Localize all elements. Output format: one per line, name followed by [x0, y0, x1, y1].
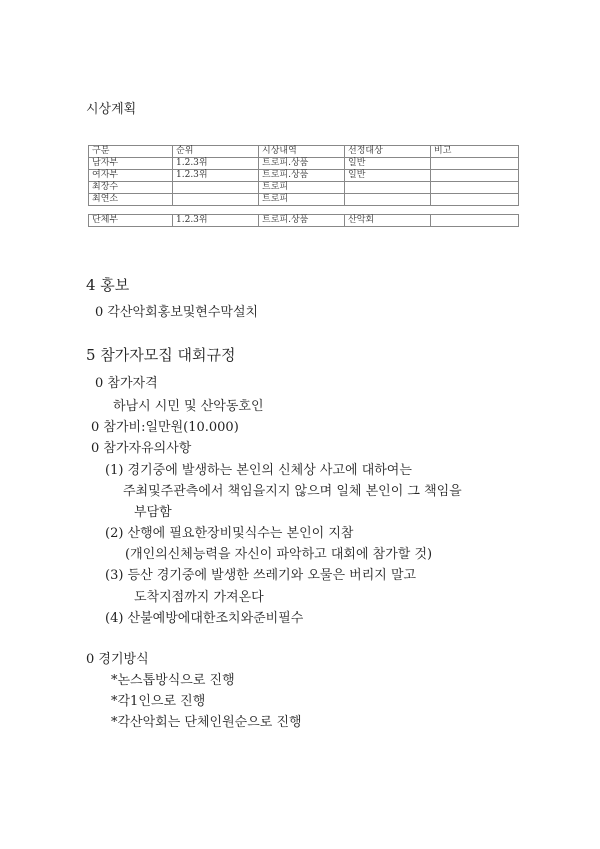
table-cell: 1.2.3위: [173, 158, 259, 170]
table-row: [89, 182, 519, 194]
table-row: [89, 215, 519, 227]
table-cell: 여자부: [89, 170, 173, 182]
table-cell: 최연소: [89, 194, 173, 206]
method-item: *논스톱방식으로 진행: [111, 673, 235, 688]
table-cell: 남자부: [89, 158, 173, 170]
section-heading-rules: 5 참가자모집 대회규정: [86, 346, 236, 364]
table-row: [89, 158, 519, 170]
rule-line: 0 참가자격: [95, 376, 158, 391]
table-cell: 1.2.3위: [173, 170, 259, 182]
table-row: [89, 170, 519, 182]
rule-line: 도착지점까지 가져온다: [134, 590, 264, 605]
table-cell: 트로피.상품: [259, 215, 345, 227]
section-heading-method: 0 경기방식: [86, 652, 149, 667]
table-cell: [431, 170, 519, 182]
table-cell: 일반: [345, 170, 431, 182]
table-cell: 1.2.3위: [173, 215, 259, 227]
table-header-cell: 순위: [173, 146, 259, 158]
table-header-row: [89, 146, 519, 158]
table-header-cell: 비고: [431, 146, 519, 158]
section-heading-promotion: 4 홍보: [86, 276, 130, 294]
table-cell: 단체부: [89, 215, 173, 227]
rule-line: 0 참가자유의사항: [91, 441, 192, 456]
rule-line: 하남시 시민 및 산악동호인: [113, 399, 264, 414]
table-cell: 산악회: [345, 215, 431, 227]
table-cell: [345, 194, 431, 206]
rule-line: (1) 경기중에 발생하는 본인의 신체상 사고에 대하여는: [105, 463, 412, 478]
table-cell: [173, 182, 259, 194]
page-title: 시상계획: [86, 102, 137, 117]
rule-line: 0 참가비:일만원(10.000): [91, 420, 239, 435]
table-cell: [173, 194, 259, 206]
method-item: *각산악회는 단체인원순으로 진행: [111, 715, 302, 730]
table-cell: [345, 182, 431, 194]
table-row: [89, 194, 519, 206]
table-cell: 트로피.상품: [259, 158, 345, 170]
table-cell: [431, 158, 519, 170]
table-header-cell: 선정대상: [345, 146, 431, 158]
rule-line: (개인의신체능력을 자신이 파악하고 대회에 참가할 것): [125, 547, 433, 562]
rule-line: (3) 등산 경기중에 발생한 쓰레기와 오물은 버리지 말고: [105, 568, 417, 583]
table-header-cell: 구분: [89, 146, 173, 158]
table-cell: 트로피: [259, 194, 345, 206]
table-cell: 트로피.상품: [259, 170, 345, 182]
group-table: [88, 214, 519, 227]
table-cell: 트로피: [259, 182, 345, 194]
method-item: *각1인으로 진행: [111, 694, 206, 709]
table-cell: 최장수: [89, 182, 173, 194]
rule-line: 부담함: [134, 505, 172, 520]
table-cell: [431, 182, 519, 194]
promotion-item: 0 각산악회홍보및현수막설치: [95, 305, 259, 320]
table-cell: 일반: [345, 158, 431, 170]
rule-line: (4) 산불예방에대한조치와준비필수: [105, 611, 304, 626]
table-header-cell: 시상내역: [259, 146, 345, 158]
table-cell: [431, 215, 519, 227]
award-table: [88, 145, 519, 206]
rule-line: (2) 산행에 필요한장비및식수는 본인이 지참: [105, 526, 354, 541]
table-cell: [431, 194, 519, 206]
rule-line: 주최및주관측에서 책임을지지 않으며 일체 본인이 그 책임을: [123, 484, 462, 499]
